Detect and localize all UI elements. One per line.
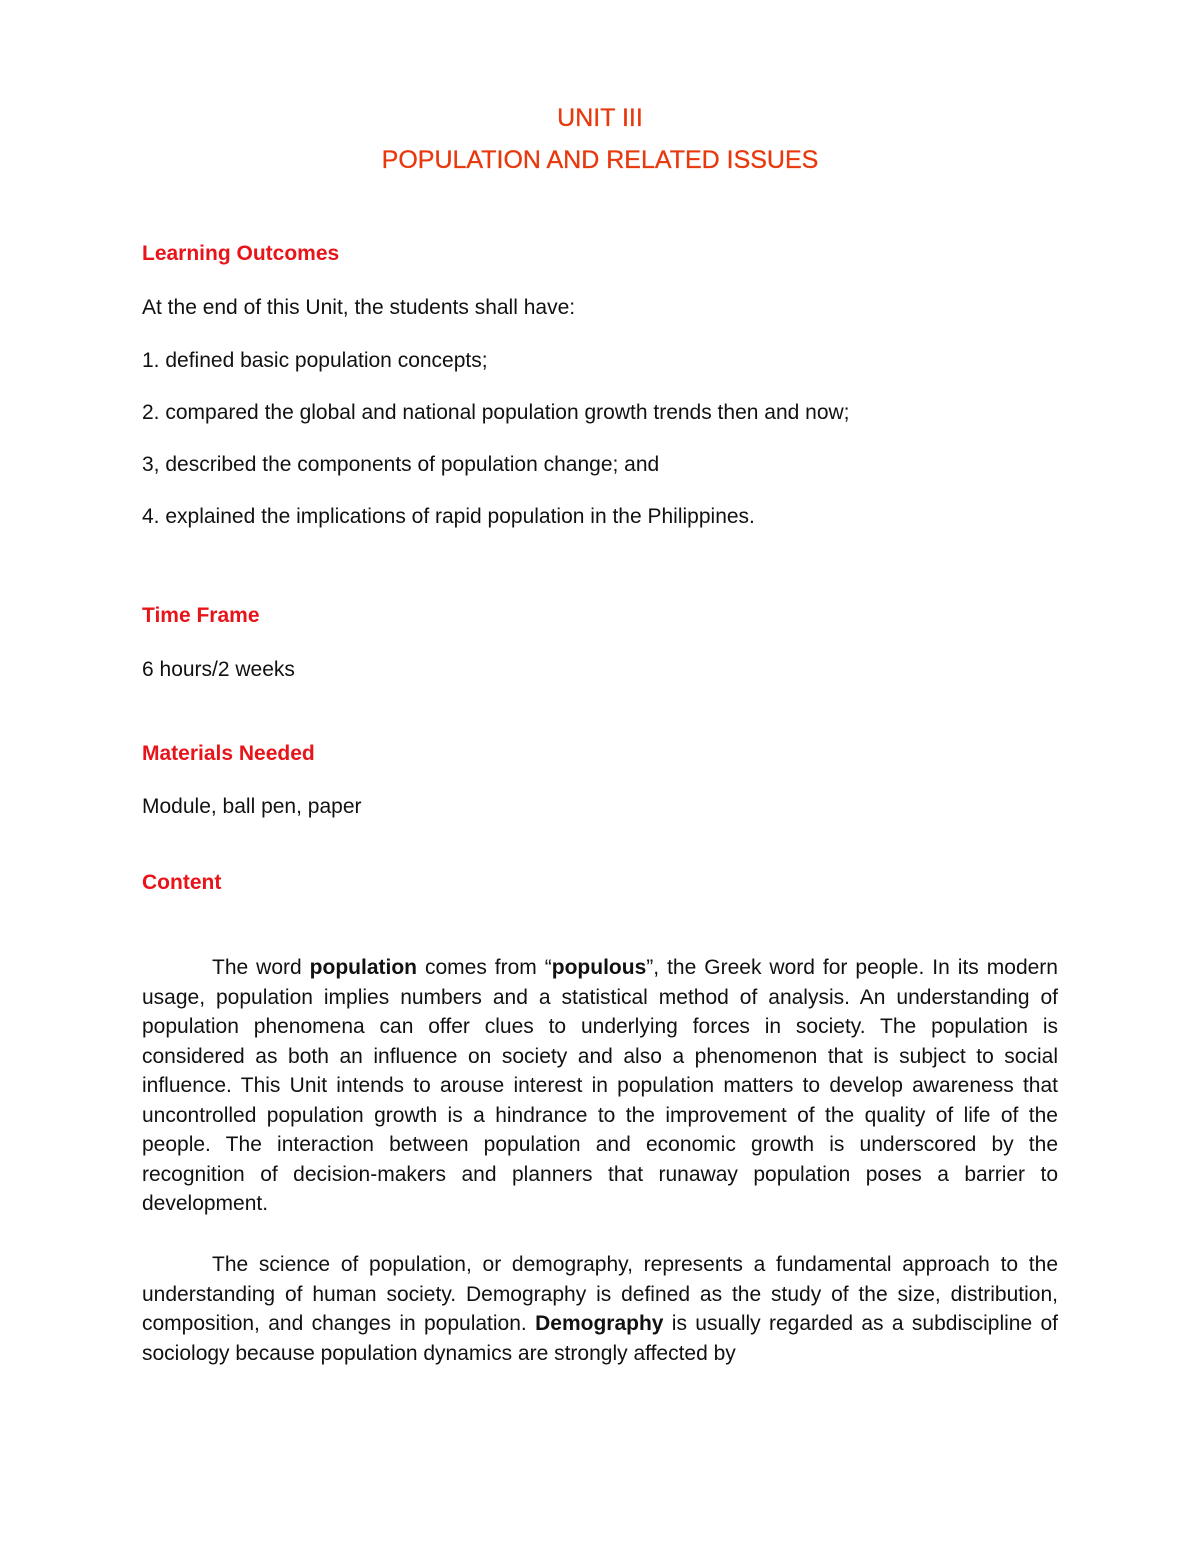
content-paragraph-1 [142,953,1058,1219]
content-paragraph-2 [142,1250,1058,1368]
paragraph-text: ”, the Greek word for people. In its modern usage, population implies numbers and a statistical method of analysis. An understanding of population phenomena can offer clues to underlying forces in society. The population is considered as both an influence on society and also a phenomenon that is subject to social influence. This Unit intends to arouse interest in population matters to develop awareness that uncontrolled population growth is a hindrance to the improvement of the quality of life of the people. The interaction between population and economic growth is underscored by the recognition of decision-makers and planners that runaway population poses a barrier to development. [142,956,1058,1215]
unit-title: UNIT III [557,104,643,132]
learning-outcomes-intro: At the end of this Unit, the students shall have: [142,296,576,319]
materials-value: Module, ball pen, paper [142,795,362,818]
outcome-item: 1. defined basic population concepts; [142,349,488,372]
paragraph-text: comes from “ [416,956,552,979]
paragraph-text: The science of population, or demography, represents a fundamental approach to the understanding of human society. Demography is defined as the study of the size, distribution, composition, and changes in population. [142,1253,1058,1335]
term-populous: populous [551,956,647,979]
time-frame-value: 6 hours/2 weeks [142,658,295,681]
term-population: population [309,956,417,979]
page-title: POPULATION AND RELATED ISSUES [381,146,819,174]
content-heading: Content [142,871,222,894]
term-demography: Demography [535,1312,664,1335]
outcome-item: 2. compared the global and national population growth trends then and now; [142,401,850,424]
outcome-item: 3, described the components of population change; and [142,453,660,476]
paragraph-text: is usually regarded as a subdiscipline of sociology because population dynamics are strongly affected by [142,1312,1058,1365]
paragraph-text: The word [212,956,310,979]
materials-heading: Materials Needed [142,742,315,765]
outcome-item: 4. explained the implications of rapid population in the Philippines. [142,505,755,528]
time-frame-heading: Time Frame [142,604,260,627]
learning-outcomes-heading: Learning Outcomes [142,242,340,265]
